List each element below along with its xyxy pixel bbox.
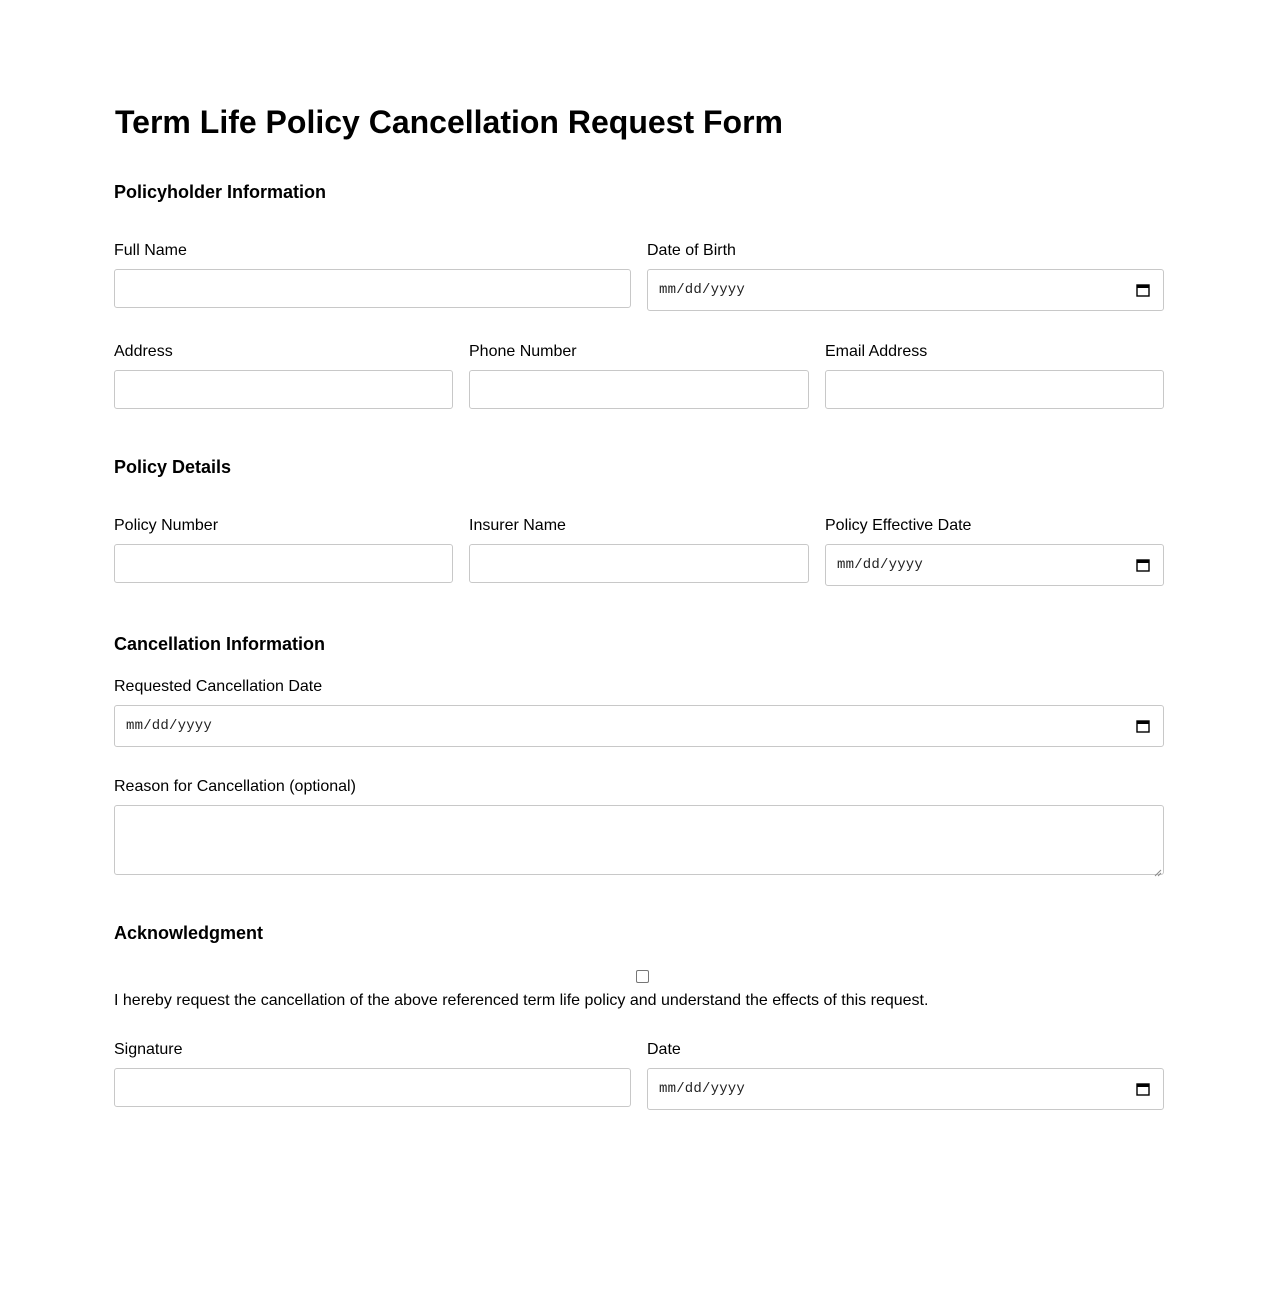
policy-effective-date-field[interactable] — [825, 544, 1164, 586]
cancellation-reason-label: Reason for Cancellation (optional) — [114, 778, 356, 795]
policy-number-label: Policy Number — [114, 517, 219, 534]
signature-date-label: Date — [647, 1041, 681, 1058]
signature-label: Signature — [114, 1041, 183, 1058]
calendar-icon[interactable] — [1135, 282, 1151, 298]
policy-effective-date-label: Policy Effective Date — [825, 517, 972, 534]
acknowledgment-checkbox[interactable] — [636, 970, 649, 983]
date-of-birth-placeholder: mm/dd/yyyy — [659, 282, 746, 298]
section-title-policy-details: Policy Details — [114, 457, 232, 477]
page-title: Term Life Policy Cancellation Request Form — [115, 104, 783, 140]
address-field[interactable] — [114, 370, 453, 409]
signature-field[interactable] — [114, 1068, 631, 1107]
resize-grip-icon[interactable] — [1154, 864, 1162, 872]
section-title-cancellation: Cancellation Information — [114, 634, 326, 654]
date-of-birth-label: Date of Birth — [647, 242, 736, 259]
calendar-icon[interactable] — [1135, 1081, 1151, 1097]
signature-date-placeholder: mm/dd/yyyy — [659, 1081, 746, 1097]
insurer-name-label: Insurer Name — [469, 517, 566, 534]
calendar-icon[interactable] — [1135, 557, 1151, 573]
insurer-name-field[interactable] — [469, 544, 809, 583]
policy-effective-date-placeholder: mm/dd/yyyy — [837, 557, 924, 573]
full-name-field[interactable] — [114, 269, 631, 308]
phone-number-field[interactable] — [469, 370, 809, 409]
phone-number-label: Phone Number — [469, 343, 577, 360]
full-name-label: Full Name — [114, 242, 187, 259]
requested-cancellation-date-field[interactable] — [114, 705, 1164, 747]
requested-cancellation-date-label: Requested Cancellation Date — [114, 678, 323, 695]
address-label: Address — [114, 343, 173, 360]
email-address-label: Email Address — [825, 343, 928, 360]
date-of-birth-field[interactable] — [647, 269, 1164, 311]
requested-cancellation-date-placeholder: mm/dd/yyyy — [126, 718, 213, 734]
acknowledgment-statement: I hereby request the cancellation of the above referenced term life policy and understand the effects of this request. — [114, 992, 929, 1009]
policy-number-field[interactable] — [114, 544, 453, 583]
section-title-acknowledgment: Acknowledgment — [114, 923, 264, 943]
section-title-policyholder: Policyholder Information — [114, 182, 327, 202]
cancellation-reason-textarea[interactable] — [114, 805, 1164, 875]
signature-date-field[interactable] — [647, 1068, 1164, 1110]
email-address-field[interactable] — [825, 370, 1164, 409]
calendar-icon[interactable] — [1135, 718, 1151, 734]
